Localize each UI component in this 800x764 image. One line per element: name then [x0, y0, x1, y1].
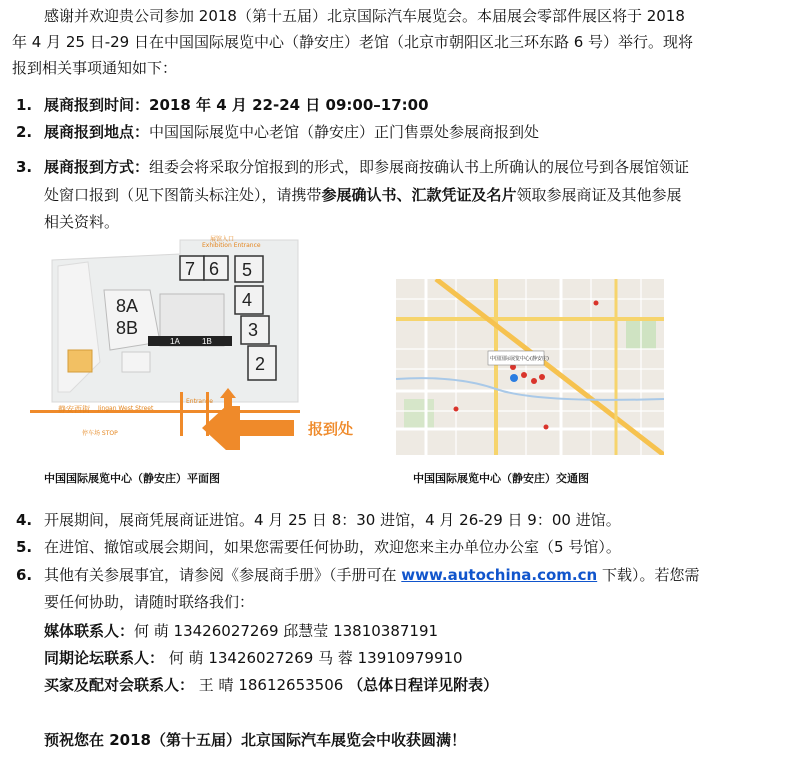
traffic-map-caption: 中国国际展览中心（静安庄）交通图 [413, 472, 589, 485]
item-3-line-1: 展商报到方式：组委会将采取分馆报到的形式，即参展商按确认书上所确认的展位号到各展馆领证 [44, 158, 690, 176]
contact-media: 媒体联系人：何 萌 13426027269 邱慧莹 13810387191 [44, 622, 439, 640]
schedule-note: （总体日程详见附表） [348, 676, 499, 694]
hall-label-8a: 8A [116, 296, 139, 316]
traffic-map-center-label: 中国国际展览中心(静安庄) [490, 356, 549, 362]
street-label-cn: 静安西街 [58, 405, 90, 414]
hall-label-8b: 8B [116, 318, 139, 338]
item-3-line-2: 处窗口报到（见下图箭头标注处），请携带参展确认书、汇款凭证及名片领取参展商证及其他参展 [44, 186, 682, 204]
registration-label: 报到处 [308, 420, 354, 438]
floor-plan-image [30, 232, 360, 454]
hall-label-7: 7 [185, 259, 196, 279]
item-1-label: 展商报到时间： [44, 96, 150, 114]
item-1-number: 1. [16, 96, 33, 114]
contact-buyer: 买家及配对会联系人： 王 晴 18612653506 （总体日程详见附表） [44, 676, 499, 694]
hall-label-1a: 1A [170, 337, 180, 346]
contact-buyer-label: 买家及配对会联系人： [44, 676, 195, 694]
item-6-line-1: 其他有关参展事宜，请参阅《参展商手册》（手册可在 www.autochina.com.cn 下载）。若您需 [44, 566, 700, 584]
contact-media-label: 媒体联系人： [44, 622, 135, 640]
entrance-label-cn: 展馆入口 [210, 236, 235, 243]
item-6-number: 6. [16, 566, 33, 584]
contact-forum-label: 同期论坛联系人： [44, 649, 165, 667]
entrance2-label: Entrance [186, 398, 213, 405]
stop-label: 停车场 STOP [82, 430, 118, 437]
floor-plan-caption: 中国国际展览中心（静安庄）平面图 [44, 472, 220, 485]
item-5-text: 在进馆、撤馆或展会期间，如果您需要任何协助，欢迎您来主办单位办公室（5 号馆）。 [44, 538, 621, 556]
item-3-number: 3. [16, 158, 33, 176]
intro-line-1: 感谢并欢迎贵公司参加 2018（第十五届）北京国际汽车展览会。本届展会零部件展区将于 2018 [44, 7, 685, 25]
intro-line-3: 报到相关事项通知如下： [12, 59, 178, 77]
hall-label-4: 4 [242, 290, 253, 310]
autochina-link[interactable]: www.autochina.com.cn [401, 566, 598, 584]
item-3-line-3: 相关资料。 [44, 213, 120, 231]
hall-label-1b: 1B [202, 337, 212, 346]
entrance-label-en: Exhibition Entrance [202, 242, 261, 249]
traffic-map-image [396, 279, 664, 455]
hall-label-3: 3 [248, 320, 259, 340]
hall-label-6: 6 [209, 259, 220, 279]
required-docs: 参展确认书、汇款凭证及名片 [321, 186, 517, 204]
hall-label-5: 5 [242, 260, 253, 280]
item-2-number: 2. [16, 123, 33, 141]
intro-line-2: 年 4 月 25 日-29 日在中国国际展览中心（静安庄）老馆（北京市朝阳区北三环东路 6 号）举行。现将 [12, 33, 694, 51]
closing-line: 预祝您在 2018（第十五届）北京国际汽车展览会中收获圆满！ [44, 731, 466, 749]
item-4-number: 4. [16, 511, 33, 529]
item-2-text: 中国国际展览中心老馆（静安庄）正门售票处参展商报到处 [149, 123, 540, 141]
item-2-label: 展商报到地点： [44, 123, 150, 141]
item-3-label: 展商报到方式： [44, 158, 150, 176]
traffic-map-graphic [396, 279, 664, 455]
item-4-text: 开展期间，展商凭展商证进馆。4 月 25 日 8：30 进馆，4 月 26-29 日 9：00 进馆。 [44, 511, 621, 529]
item-2 [44, 120, 539, 144]
hall-label-2: 2 [255, 354, 266, 374]
item-1 [44, 93, 429, 117]
item-5-number: 5. [16, 538, 33, 556]
street-label-en: Jingan West Street [98, 405, 154, 412]
contact-forum: 同期论坛联系人： 何 萌 13426027269 马 蓉 13910979910 [44, 649, 463, 667]
item-6-line-2: 要任何协助，请随时联络我们： [44, 593, 255, 611]
item-1-text: 2018 年 4 月 22-24 日 09:00–17:00 [149, 96, 429, 114]
